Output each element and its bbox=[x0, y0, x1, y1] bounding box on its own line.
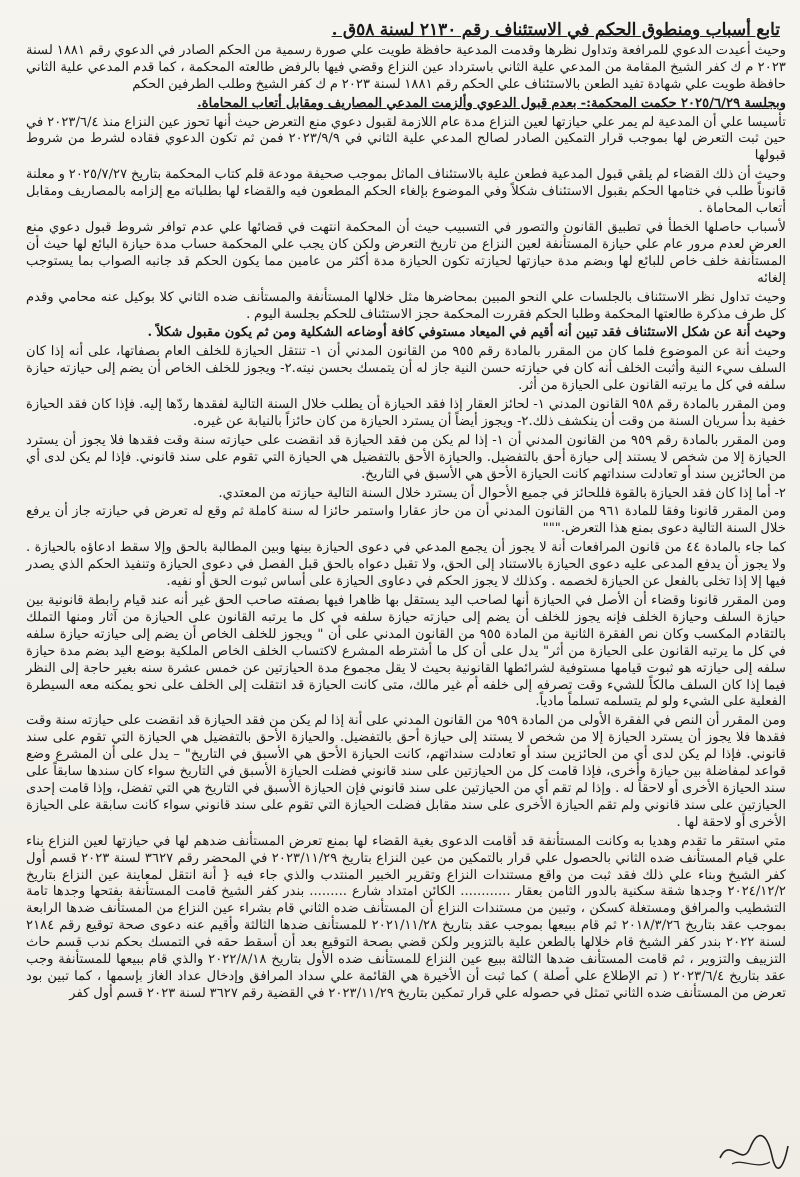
paragraph-case-reopened: وحيث أعيدت الدعوي للمرافعة وتداول نظرها وقدمت المدعية حافظة طويت علي صورة رسمية من الحكم الصادر في الدعوي رقم ١٨٨١ لسنة ٢٠٢٣ م ك كفر الشيخ المقامة من المدعي علية الثاني باسترداد عين النزاع وقضي فيها بالرفض طالعته المحكمة ، كما قدم المدعي علية الثاني حافظة طويت علي شهادة تفيد الطعن بالاستئناف علي الحكم رقم ١٨٨١ لسنة ٢٠٢٣ م ك كفر الشيخ وطلب الطرفين الحكم bbox=[26, 42, 786, 92]
paragraph-form: وحيث أنة عن شكل الاستئناف فقد تبين أنه أقيم في الميعاد مستوفي كافة أوضاعه الشكلية ومن ثم يكون مقبول شكلاً . bbox=[147, 325, 786, 341]
paragraph-article-959: ومن المقرر بالمادة رقم ٩٥٩ من القانون المدني أن ١- إذا لم يكن من فقد الحيازة قد انقضت على حيازته سنة وقت فقدها فلا يجوز أن يسترد الحيازة إلا من شخص لا يستند إلى حيازة أحق بالتفضيل. والحيازة الأحق بالتفضيل هي الحيازة التي تقوم على سند قانوني. فإذا لم يكن لدى أي من الحائزين سند أو تعادلت سنداتهم كانت الحيازة الأحق هي الأسبق في التاريخ. bbox=[26, 432, 786, 482]
paragraph-article-44: كما جاء بالمادة ٤٤ من قانون المرافعات أنة لا يجوز أن يجمع المدعي في دعوى الحيازة بينها وبين المطالبة بالحق وإلا سقط ادعاؤه بالحيازة . ولا يجوز أن يدفع المدعى عليه دعوى الحيازة بالاستناد إلى الحق، ولا تقبل دعواه بالحق قبل الفصل في دعوى الحيازة وتنفيذ الحكم الذي يصدر فيها إلا إذا تخلى بالفعل عن الحيازة لخصمه . وكذلك لا يجوز الحكم في دعاوى الحيازة على أساس ثبوت الحق أو نفيه. bbox=[26, 540, 786, 590]
paragraph-article-959-2: ٢- أما إذا كان فقد الحيازة بالقوة فللحائز في جميع الأحوال أن يسترد خلال السنة التالية حيازته من المعتدي. bbox=[218, 485, 786, 501]
paragraph-appeal-filed: وحيث أن ذلك القضاء لم يلقي قبول المدعية فطعن علية بالاستئناف الماثل بموجب صحيفة مودعة قلم كتاب المحكمة بتاريخ ٢٠٢٥/٧/٢٧ و معلنة قانوناً طلب في ختامها الحكم بقبول الاستئناف شكلاً وفي الموضوع بإلغاء الحكم المطعون فيه والقضاء لها بطلباته مع إلزامه بالمصاريف ومقابل أتعاب المحاماة . bbox=[26, 167, 787, 217]
document-body bbox=[26, 22, 786, 1005]
handwritten-signature bbox=[712, 1128, 792, 1173]
paragraph-application-to-facts: متي استقر ما تقدم وهديا به وكانت المستأنفة قد أقامت الدعوى بغية القضاء لها بمنع تعرض المستأنف ضدهم لها في حيازتها لعين النزاع بناء علي قيام المستأنف ضده الثاني بالحصول علي قرار بالتمكين من عين النزاع بتاريخ ٢٠٢٣/١١/٢٩ في المحضر رقم ٣٦٢٧ لسنة ٢٠٢٣ قسم أول كفر الشيخ وبناء علي ذلك فقد ثبت من واقع مستندات النزاع وتقرير الخبير المنتدب والذي جاء فيه { أنة انتقل لمعاينة عين النزاع بتاريخ ٢٠٢٤/١٢/٢ وجدها شقة سكنية بالدور الثامن بعقار ............ الكائن امتداد شارع ......... بندر كفر الشيخ قامت المستأنفة بفتحها وجدها تامة التشطيب والمرافق ومستغلة كسكن ، وتبين من مستندات النزاع أن المستأنف ضده الثاني قام بشراء عين النزاع من المستأنف ضدها الرابعة بموجب عقد بتاريخ ٢٠١٨/٣/٢٦ ثم قام ببيعها بموجب عقد بتاريخ ٢٠٢١/١١/٢٨ للمستأنف ضدها الثالثة وأقيم عنه دعوى صحة توقيع رقم ٢١٨٤ لسنة ٢٠٢٢ بندر كفر الشيخ قام خلالها بالطعن علية بالتزوير ولكن قضي بصحة التوقيع بعد أن أسقط حقه في التمسك بحكم ندب قسم حاث التزييف والتزوير ، ثم قامت المستأنف ضدها الثالثة ببيع عين النزاع للمستأنف ضده الأول بتاريخ ٢٠٢٢/٨/١٨ والذي قام ببيعها للمستأنفة وجب عقد بتاريخ ٢٠٢٣/٦/٤ ( تم الإطلاع علي أصلة ) كما ثبت أن الأخيرة هي القائمة علي سداد المرافق وإدخال عداد الغاز بإسمها ، كما تبين بود تعرض من المستأنف ضده الثاني تمثل في حصوله علي قرار تمكين بتاريخ ٢٠٢٣/١١/٢٩ في القضية رقم ٣٦٢٧ لسنة ٢٠٢٣ قسم أول كفر bbox=[26, 833, 787, 1001]
paragraph-ruling-basis: تأسيسا علي أن المدعية لم يمر علي حيازتها لعين النزاع مدة عام اللازمة لقبول دعوي منع التعرض حيث أنها تحوز عين النزاع منذ ٢٠٢٣/٦/٤ في حين ثبت التعرض لها بموجب قرار التمكين الصادر لصالح المدعي علية الثاني في ٢٠٢٣/٩/٩ فمن ثم تكون الدعوي فقاده لشرط من شروط قبولها bbox=[26, 114, 787, 164]
paragraph-appeal-reasons: لأسباب حاصلها الخطأ في تطبيق القانون والتصور في التسبيب حيث أن المحكمة انتهت في قضائها علي عدم توافر شروط قبول دعوي منع العرض لعدم مرور عام علي حيازة المستأنفة لعين النزاع من تاريخ التعرض ولكن كان يجب علي المحكمة حساب مدة حيازة البائع لها حيث أن المستأنفة خلف خاص للبائع لها وبضم مدة حيازتها لحيازته تكون الحيازة مدة أكثر من عامين مما يكون الحكم قد جانبه الصواب بما يستوجب إلغائه bbox=[26, 219, 786, 286]
paragraph-possession-principle: ومن المقرر قانونا وقضاء أن الأصل في الحيازة أنها لصاحب اليد يستقل بها ظاهرا فيها بصفته صاحب الحق غير أنه عند قيام رابطة قانونية بين حيازة السلف وحيازة الخلف فإنه يجوز للخلف أن يضم إلى حيازته حيازة سلفه في كل ما يرتبه القانون على الحيازة من آثار ومنها التملك بالتقادم المكسب وكان نص الفقرة الثانية من المادة ٩٥٥ من القانون المدني على أن " ويجوز للخلف الخاص أن يضم إلى حيازته حيازة سلفه في كل ما يرتبه القانون على الحيازة من أثر" يدل على أن كل ما أشترطه المشرع لاكتساب الخلف الخاص الملكية بوضع اليد بضم مدة حيازة سلفه إلى حيازته هو ثبوت قيامها مستوفية لشرائطها القانونية بحيث لا يقل مجموع مدة الحيازتين عن خمس عشرة سنه بغير حاجة إلى النظر فيما إذا كان السلف مالكاً للشيء وقت تصرفه إلى خلفه أم غير مالك، متى كانت الحيازة قد انتقلت إلى الخلف على نحو يمكنه معه السيطرة الفعلية على الشيء ولو لم يتسلمه تسلماً مادياً. bbox=[26, 593, 786, 710]
paragraph-article-958: ومن المقرر بالمادة رقم ٩٥٨ القانون المدني ١- لحائز العقار إذا فقد الحيازة أن يطلب خلال السنة التالية لفقدها ردّها إليه. فإذا كان فقد الحيازة خفية بدأ سريان السنة من وقت أن ينكشف ذلك.٢- ويجوز أيضاً أن يسترد الحيازة من كان حائزاً بالنيابة عن غيره. bbox=[26, 397, 786, 429]
paragraph-preference-rules: ومن المقرر أن النص في الفقرة الأولى من المادة ٩٥٩ من القانون المدني على أنة إذا لم يكن من فقد الحيازة قد انقضت على حيازته سنة وقت فقدها فلا يجوز أن يسترد الحيازة إلا من شخص لا يستند إلى حيازة أحق بالتفضيل. والحيازة الأحق بالتفضيل هي الحيازة التي تقوم على سند قانوني. فإذا لم يكن لدى أي من الحائزين سند أو تعادلت سنداتهم، كانت الحيازة الأحق هي الأسبق في التاريخ" – يدل على أن المشرع وضع قواعد لمفاضلة بين حيازة وأخرى، فإذا قامت كل من الحيازتين على سند قانوني فضلت الحيازة الأسبق في التاريخ سواء كان سندها سابقاً على سند الحيازة الأخرى أو لاحقاً له . وإذا لم تقم أي من الحيازتين على سند قانوني فإن الحيازة الأسبق في التاريخ هي التي تفضل، وإذا قامت إحدى الحيازتين على سند قانوني ولم تقم الحيازة الأخرى على سند مقابل فضلت الحيازة التي تقوم على سند قانوني سواء كانت سابقة على الحيازة الأخرى أو لاحقة لها . bbox=[26, 713, 786, 830]
paragraph-first-instance-ruling: وبجلسة ٢٠٢٥/٦/٢٩ حكمت المحكمة:- بعدم قبول الدعوي وألزمت المدعي المصاريف ومقابل أتعاب المحاماة. bbox=[197, 95, 786, 111]
document-title: تابع أسباب ومنطوق الحكم في الاستئناف رقم ٢١٣٠ لسنة ٥٨ق . bbox=[331, 20, 780, 40]
paragraph-article-961: ومن المقرر قانونا وفقا للمادة ٩٦١ من القانون المدني أن من حاز عقارا واستمر حائزا له سنة كاملة ثم وقع له تعرض في حيازته جاز أن يرفع خلال السنة التالية دعوى بمنع هذا التعرض.""" bbox=[26, 504, 786, 537]
paragraph-hearings: وحيث تداول نظر الاستئناف بالجلسات علي النحو المبين بمحاضرها مثل خلالها المستأنفة والمستأنف ضده الثاني كلا بوكيل عنه محامي وقدم كل طرف مذكرة طالعتها المحكمة وطلبا الحكم فقررت المحكمة حجز الاستئناف للحكم بجلسة اليوم . bbox=[26, 289, 786, 322]
paragraph-merits-article-955: وحيث أنة عن الموضوع فلما كان من المقرر بالمادة رقم ٩٥٥ من القانون المدني أن ١- تنتقل الحيازة للخلف العام بصفاتها، على أنه إذا كان السلف سيء النية وأثبت الخلف أنه كان في حيازته حسن النية جاز له أن يتمسك بحسن نيته.٢- ويجوز للخلف الخاص أن يضم إلى حيازته حيازة سلفه في كل ما يرتبه القانون على الحيازة من أثر. bbox=[26, 344, 787, 394]
